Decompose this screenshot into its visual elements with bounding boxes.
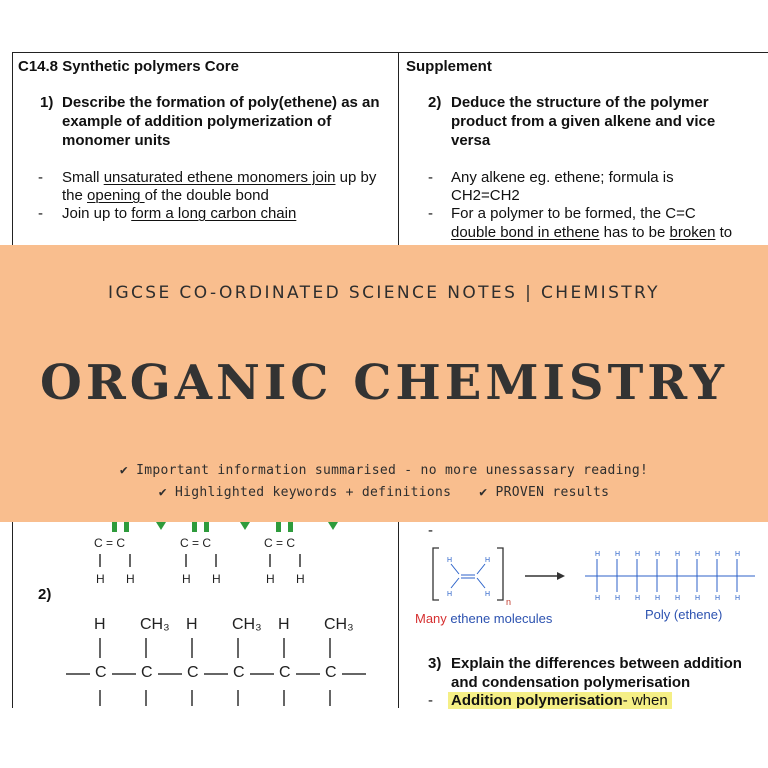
svg-text:H: H — [485, 557, 491, 564]
q3-bullet-post: - when — [622, 692, 668, 709]
monomer-h-1: H — [96, 572, 105, 586]
q1-line-1: Describe the formation of poly(ethene) as an — [62, 94, 380, 111]
many-ethene-label — [415, 611, 552, 626]
q1-bullet-1 — [62, 169, 376, 186]
svg-text:H: H — [595, 595, 601, 602]
monomer-h-3: H — [182, 572, 191, 586]
q1-b1-pre: Small — [62, 169, 104, 186]
svg-text:H: H — [695, 595, 701, 602]
banner-feature-line-1: ✔ Important information summarised - no more unessassary reading! — [119, 463, 649, 478]
polymer-h-3: H — [278, 616, 290, 633]
svg-text:H: H — [595, 551, 601, 558]
q2-bullet-1-dash: - — [428, 169, 433, 186]
q2-b2-post: to — [715, 224, 733, 241]
banner-feature-results: ✔ PROVEN results — [479, 485, 610, 500]
q2-bullet-2-line-2 — [451, 224, 732, 241]
banner-feature-line-2 — [0, 485, 768, 500]
banner-subtitle: IGCSE CO-ORDINATED SCIENCE NOTES | CHEMISTRY — [108, 283, 660, 303]
q2-line-2: product from a given alkene and vice — [451, 113, 716, 130]
monomer-3-cc: C = C — [264, 536, 296, 550]
svg-text:H: H — [615, 595, 621, 602]
svg-text:H: H — [735, 595, 741, 602]
q3-bullet-dash: - — [428, 692, 433, 709]
many-word: Many — [415, 611, 447, 626]
svg-text:H: H — [447, 591, 453, 598]
svg-text:H: H — [635, 595, 641, 602]
q1-line-2: example of addition polymerization of — [62, 113, 332, 130]
polymer-ch3-2: CH₃ — [232, 616, 262, 633]
monomer-2-cc: C = C — [180, 536, 212, 550]
monomer-h-6: H — [296, 572, 305, 586]
q2-b2-keyword-2: broken — [669, 224, 716, 241]
monomer-h-5: H — [266, 572, 275, 586]
q2-line-1: Deduce the structure of the polymer — [451, 94, 709, 111]
q3-line-2: and condensation polymerisation — [451, 674, 691, 691]
polymer-h-1: H — [94, 616, 106, 633]
polymer-c-4: C — [233, 664, 245, 681]
svg-text:H: H — [655, 551, 661, 558]
monomer-h-2: H — [126, 572, 135, 586]
table-top-border — [12, 52, 768, 53]
svg-text:H: H — [635, 551, 641, 558]
ethene-reaction-diagram — [425, 542, 765, 610]
q2-line-3: versa — [451, 132, 491, 149]
q1-b1-keyword: unsaturated ethene monomers join — [103, 169, 336, 186]
svg-text:H: H — [485, 591, 491, 598]
q1-b2-keyword: form a long carbon chain — [131, 205, 297, 222]
q1-b2-pre: Join up to — [62, 205, 132, 222]
q1-b1-post: up by — [335, 169, 377, 186]
poly-ethene-label: Poly (ethene) — [645, 607, 723, 622]
subscript-n: n — [506, 597, 512, 607]
q2-bullet-1: Any alkene eg. ethene; formula is — [451, 169, 674, 186]
q1-bullet-1-line-2 — [62, 187, 269, 204]
green-arrows-graphic — [100, 520, 360, 534]
polymer-c-1: C — [95, 664, 107, 681]
q2-bullet-2: For a polymer to be formed, the C=C — [451, 205, 696, 222]
polymer-c-3: C — [187, 664, 199, 681]
svg-text:H: H — [715, 551, 721, 558]
q2-b2-mid: has to be — [599, 224, 670, 241]
q3-number: 3) — [428, 655, 442, 672]
q3-bullet-keyword: Addition polymerisation — [451, 692, 623, 709]
monomer-h-4: H — [212, 572, 221, 586]
q1-b1l2-post: of the double bond — [144, 187, 269, 204]
lower-left-label-2: 2) — [38, 586, 52, 603]
banner-feature-keywords: ✔ Highlighted keywords + definitions — [158, 485, 452, 500]
q3-bullet — [448, 692, 672, 709]
q2-b2-keyword-1: double bond in ethene — [451, 224, 600, 241]
right-column-header: Supplement — [406, 58, 492, 75]
monomer-1-cc: C = C — [94, 536, 126, 550]
q1-line-3: monomer units — [62, 132, 171, 149]
polymer-ch3-1: CH₃ — [140, 616, 170, 633]
svg-text:H: H — [655, 595, 661, 602]
q2-bullet-1-formula: CH2=CH2 — [451, 187, 520, 204]
q1-number: 1) — [40, 94, 54, 111]
svg-text:H: H — [735, 551, 741, 558]
svg-text:H: H — [675, 595, 681, 602]
q1-b1l2-pre: the — [62, 187, 88, 204]
q2-number: 2) — [428, 94, 442, 111]
q1-bullet-2 — [62, 205, 296, 222]
svg-text:H: H — [447, 557, 453, 564]
lower-right-dash: - — [428, 522, 433, 539]
q2-bullet-2-dash: - — [428, 205, 433, 222]
ethene-molecules-word: ethene molecules — [450, 611, 553, 626]
left-column-header: C14.8 Synthetic polymers Core — [18, 58, 239, 75]
polymer-h-2: H — [186, 616, 198, 633]
polymer-c-2: C — [141, 664, 153, 681]
polymer-c-5: C — [279, 664, 291, 681]
svg-text:H: H — [695, 551, 701, 558]
banner-title: ORGANIC CHEMISTRY — [40, 355, 728, 411]
svg-text:H: H — [615, 551, 621, 558]
polymer-ch3-3: CH₃ — [324, 616, 354, 633]
q1-bullet-2-dash: - — [38, 205, 43, 222]
q1-bullet-1-dash: - — [38, 169, 43, 186]
monomer-bonds — [90, 552, 310, 570]
svg-text:H: H — [715, 595, 721, 602]
polymer-c-6: C — [325, 664, 337, 681]
q1-b1l2-keyword: opening — [87, 187, 145, 204]
title-banner — [0, 245, 768, 522]
svg-text:H: H — [675, 551, 681, 558]
q3-line-1: Explain the differences between addition — [451, 655, 742, 672]
